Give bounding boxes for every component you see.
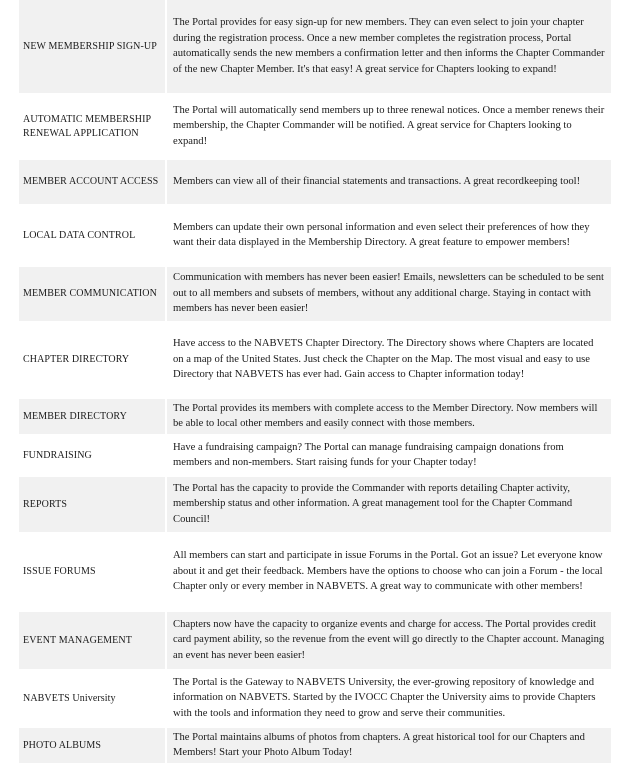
features-table	[19, 0, 611, 765]
table-row	[19, 534, 611, 612]
feature-description: Communication with members has never been easier! Emails, newsletters can be scheduled to be sent out to all members and subsets of members, without any additional charge. Staying in contact with members has never been easier!	[165, 267, 611, 323]
feature-label: EVENT MANAGEMENT	[19, 612, 165, 671]
feature-label: MEMBER ACCOUNT ACCESS	[19, 160, 165, 206]
table-row	[19, 323, 611, 399]
feature-label: CHAPTER DIRECTORY	[19, 323, 165, 399]
table-row	[19, 160, 611, 206]
feature-description: Chapters now have the capacity to organize events and charge for access. The Portal provides credit card payment ability, so the revenue from the event will go directly to the Chapter account. Managing an event has never been easier!	[165, 612, 611, 671]
feature-label: NEW MEMBERSHIP SIGN-UP	[19, 0, 165, 95]
feature-description: Members can update their own personal information and even select their preferences of how they want their data displayed in the Membership Directory. A great feature to empower members!	[165, 206, 611, 267]
feature-label: AUTOMATIC MEMBERSHIP RENEWAL APPLICATION	[19, 95, 165, 160]
feature-description: Members can view all of their financial statements and transactions. A great recordkeeping tool!	[165, 160, 611, 206]
feature-label: MEMBER DIRECTORY	[19, 399, 165, 436]
feature-label: ISSUE FORUMS	[19, 534, 165, 612]
feature-label: PHOTO ALBUMS	[19, 728, 165, 765]
feature-label: LOCAL DATA CONTROL	[19, 206, 165, 267]
feature-description: Have a fundraising campaign? The Portal can manage fundraising campaign donations from members and non-members. Start raising funds for your Chapter today!	[165, 436, 611, 477]
table-row	[19, 671, 611, 728]
table-row	[19, 477, 611, 534]
feature-description: The Portal is the Gateway to NABVETS University, the ever-growing repository of knowledge and information on NABVETS. Started by the IVOCC Chapter the University aims to provide Chapters with the tools and information they need to grow and serve their communities.	[165, 671, 611, 728]
feature-description: Have access to the NABVETS Chapter Directory. The Directory shows where Chapters are located on a map of the United States. Just check the Chapter on the Map. The most visual and easy to use Directory that NABVETS has ever had. Gain access to Chapter information today!	[165, 323, 611, 399]
features-table-container	[19, 0, 611, 765]
feature-description: The Portal has the capacity to provide the Commander with reports detailing Chapter activity, membership status and other information. A great management tool for the Chapter Command Council!	[165, 477, 611, 534]
feature-description: All members can start and participate in issue Forums in the Portal. Got an issue? Let everyone know about it and get their feedback. Members have the options to choose who can join a Forum - the local Chapter only or every member in NABVETS. A great way to communicate with other members!	[165, 534, 611, 612]
table-row	[19, 612, 611, 671]
table-row	[19, 399, 611, 436]
feature-description: The Portal provides its members with complete access to the Member Directory. Now members will be able to local other members and easily connect with those members.	[165, 399, 611, 436]
feature-label: FUNDRAISING	[19, 436, 165, 477]
feature-label: REPORTS	[19, 477, 165, 534]
table-row	[19, 436, 611, 477]
feature-description: The Portal will automatically send members up to three renewal notices. Once a member renews their membership, the Chapter Commander will be notified. A great service for Chapters looking to expand!	[165, 95, 611, 160]
feature-description: The Portal provides for easy sign-up for new members. They can even select to join your chapter during the registration process. Once a new member completes the registration process, Portal automatically sends the new members a confirmation letter and then informs the Chapter Commander of the new Chapter Member. It's that easy! A great service for Chapters looking to expand!	[165, 0, 611, 95]
table-row	[19, 206, 611, 267]
feature-label: MEMBER COMMUNICATION	[19, 267, 165, 323]
table-row	[19, 0, 611, 95]
table-row	[19, 267, 611, 323]
feature-label: NABVETS University	[19, 671, 165, 728]
table-row	[19, 728, 611, 765]
feature-description: The Portal maintains albums of photos from chapters. A great historical tool for our Chapters and Members! Start your Photo Album Today!	[165, 728, 611, 765]
table-row	[19, 95, 611, 160]
